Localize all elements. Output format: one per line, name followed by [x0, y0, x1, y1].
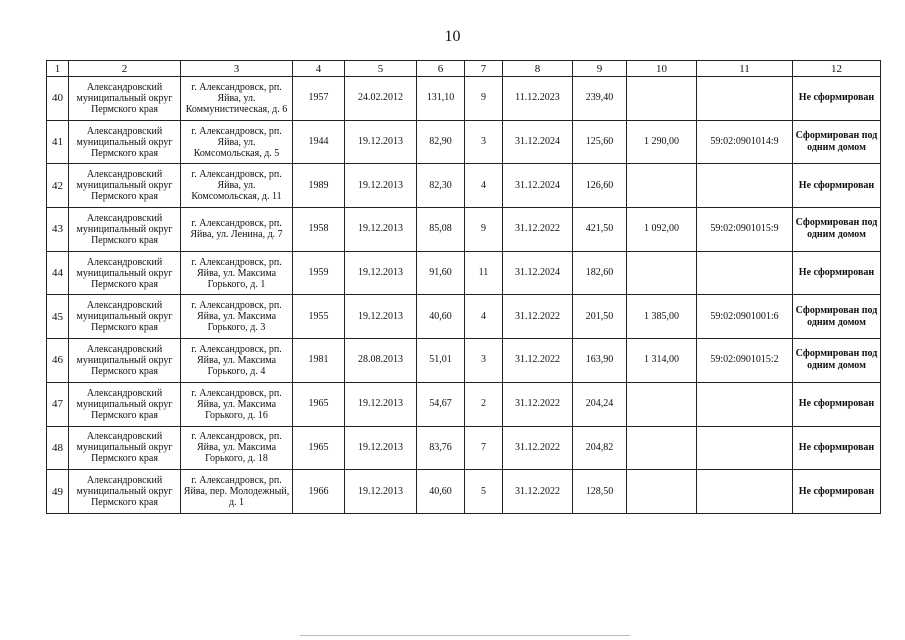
- table-cell-col-6: 82,30: [417, 164, 465, 208]
- table-cell-col-12: Не сформирован: [793, 382, 881, 426]
- table-cell-col-9: 204,24: [573, 382, 627, 426]
- table-row: [47, 470, 881, 514]
- table-cell-col-4: 1955: [293, 295, 345, 339]
- table-cell-col-6: 82,90: [417, 120, 465, 164]
- table-cell-col-3: г. Александровск, рп. Яйва, пер. Молодежный, д. 1: [181, 470, 293, 514]
- table-cell-col-4: 1989: [293, 164, 345, 208]
- table-cell-col-9: 204,82: [573, 426, 627, 470]
- table-cell-col-8: 31.12.2024: [503, 120, 573, 164]
- table-cell-col-12: Сформирован под одним домом: [793, 120, 881, 164]
- table-cell-col-2: Александровский муниципальный округ Пермского края: [69, 382, 181, 426]
- table-row: [47, 120, 881, 164]
- column-header-4: 4: [293, 61, 345, 77]
- column-header-5: 5: [345, 61, 417, 77]
- table-cell-col-2: Александровский муниципальный округ Пермского края: [69, 470, 181, 514]
- table-cell-col-7: 11: [465, 251, 503, 295]
- table-cell-col-2: Александровский муниципальный округ Пермского края: [69, 208, 181, 252]
- table-cell-col-10: 1 314,00: [627, 339, 697, 383]
- table-cell-col-9: 125,60: [573, 120, 627, 164]
- table-cell-col-11: [697, 426, 793, 470]
- table-cell-col-2: Александровский муниципальный округ Пермского края: [69, 251, 181, 295]
- table-cell-col-2: Александровский муниципальный округ Пермского края: [69, 339, 181, 383]
- table-cell-col-11: 59:02:0901015:2: [697, 339, 793, 383]
- table-cell-col-5: 19.12.2013: [345, 164, 417, 208]
- table-cell-col-2: Александровский муниципальный округ Пермского края: [69, 77, 181, 121]
- table-cell-col-11: [697, 382, 793, 426]
- table-cell-col-4: 1958: [293, 208, 345, 252]
- table-cell-col-1: 47: [47, 382, 69, 426]
- table-cell-col-6: 51,01: [417, 339, 465, 383]
- table-cell-col-3: г. Александровск, рп. Яйва, ул. Максима Горького, д. 4: [181, 339, 293, 383]
- table-cell-col-1: 49: [47, 470, 69, 514]
- table-cell-col-8: 31.12.2022: [503, 339, 573, 383]
- table-cell-col-12: Не сформирован: [793, 251, 881, 295]
- table-row: [47, 208, 881, 252]
- table-cell-col-11: [697, 77, 793, 121]
- column-header-6: 6: [417, 61, 465, 77]
- table-cell-col-8: 31.12.2022: [503, 470, 573, 514]
- column-header-9: 9: [573, 61, 627, 77]
- table-cell-col-1: 45: [47, 295, 69, 339]
- table-cell-col-9: 421,50: [573, 208, 627, 252]
- table-cell-col-1: 48: [47, 426, 69, 470]
- table-cell-col-5: 19.12.2013: [345, 295, 417, 339]
- table-cell-col-8: 11.12.2023: [503, 77, 573, 121]
- table-cell-col-10: [627, 470, 697, 514]
- table-row: [47, 382, 881, 426]
- table-cell-col-7: 7: [465, 426, 503, 470]
- table-cell-col-3: г. Александровск, рп. Яйва, ул. Ленина, д. 7: [181, 208, 293, 252]
- table-cell-col-1: 43: [47, 208, 69, 252]
- table-cell-col-1: 42: [47, 164, 69, 208]
- table-cell-col-2: Александровский муниципальный округ Пермского края: [69, 164, 181, 208]
- table-cell-col-10: 1 290,00: [627, 120, 697, 164]
- table-cell-col-9: 128,50: [573, 470, 627, 514]
- table-cell-col-10: 1 385,00: [627, 295, 697, 339]
- table-cell-col-7: 5: [465, 470, 503, 514]
- table-cell-col-7: 3: [465, 120, 503, 164]
- table-cell-col-4: 1959: [293, 251, 345, 295]
- page-number: 10: [444, 28, 461, 45]
- table-cell-col-8: 31.12.2024: [503, 164, 573, 208]
- table-row: [47, 164, 881, 208]
- column-header-7: 7: [465, 61, 503, 77]
- table-cell-col-12: Сформирован под одним домом: [793, 339, 881, 383]
- table-cell-col-9: 182,60: [573, 251, 627, 295]
- table-cell-col-1: 41: [47, 120, 69, 164]
- table-cell-col-2: Александровский муниципальный округ Пермского края: [69, 295, 181, 339]
- column-header-10: 10: [627, 61, 697, 77]
- table-cell-col-10: [627, 382, 697, 426]
- table-cell-col-7: 4: [465, 164, 503, 208]
- table-cell-col-9: 126,60: [573, 164, 627, 208]
- table-cell-col-6: 83,76: [417, 426, 465, 470]
- table-cell-col-5: 19.12.2013: [345, 120, 417, 164]
- table-cell-col-5: 28.08.2013: [345, 339, 417, 383]
- header-row: [47, 61, 881, 77]
- table-cell-col-1: 40: [47, 77, 69, 121]
- table-cell-col-12: Сформирован под одним домом: [793, 295, 881, 339]
- table-cell-col-10: [627, 164, 697, 208]
- table-cell-col-5: 19.12.2013: [345, 208, 417, 252]
- table-cell-col-5: 19.12.2013: [345, 251, 417, 295]
- table-cell-col-10: [627, 426, 697, 470]
- table-cell-col-12: Сформирован под одним домом: [793, 208, 881, 252]
- table-cell-col-8: 31.12.2022: [503, 295, 573, 339]
- table-cell-col-11: [697, 164, 793, 208]
- table-cell-col-11: 59:02:0901001:6: [697, 295, 793, 339]
- table-cell-col-7: 2: [465, 382, 503, 426]
- table-cell-col-1: 44: [47, 251, 69, 295]
- table-cell-col-12: Не сформирован: [793, 77, 881, 121]
- table-cell-col-7: 9: [465, 77, 503, 121]
- table-cell-col-6: 131,10: [417, 77, 465, 121]
- table-cell-col-3: г. Александровск, рп. Яйва, ул. Максима Горького, д. 3: [181, 295, 293, 339]
- table-row: [47, 251, 881, 295]
- column-header-2: 2: [69, 61, 181, 77]
- table-cell-col-5: 24.02.2012: [345, 77, 417, 121]
- table-cell-col-11: 59:02:0901015:9: [697, 208, 793, 252]
- table-cell-col-12: Не сформирован: [793, 164, 881, 208]
- column-header-11: 11: [697, 61, 793, 77]
- table-cell-col-12: Не сформирован: [793, 426, 881, 470]
- table-cell-col-5: 19.12.2013: [345, 382, 417, 426]
- scan-edge-line: [300, 635, 630, 636]
- table-cell-col-4: 1957: [293, 77, 345, 121]
- table-cell-col-10: 1 092,00: [627, 208, 697, 252]
- table-cell-col-12: Не сформирован: [793, 470, 881, 514]
- table-cell-col-10: [627, 77, 697, 121]
- table-cell-col-3: г. Александровск, рп. Яйва, ул. Максима Горького, д. 16: [181, 382, 293, 426]
- table-cell-col-8: 31.12.2022: [503, 382, 573, 426]
- table-cell-col-11: [697, 251, 793, 295]
- table-cell-col-6: 85,08: [417, 208, 465, 252]
- table-cell-col-3: г. Александровск, рп. Яйва, ул. Максима Горького, д. 18: [181, 426, 293, 470]
- table-cell-col-7: 4: [465, 295, 503, 339]
- table-cell-col-11: [697, 470, 793, 514]
- table-cell-col-5: 19.12.2013: [345, 426, 417, 470]
- column-header-3: 3: [181, 61, 293, 77]
- table-cell-col-8: 31.12.2024: [503, 251, 573, 295]
- table-row: [47, 77, 881, 121]
- column-header-1: 1: [47, 61, 69, 77]
- table-cell-col-3: г. Александровск, рп. Яйва, ул. Максима Горького, д. 1: [181, 251, 293, 295]
- table-row: [47, 426, 881, 470]
- table-cell-col-4: 1966: [293, 470, 345, 514]
- table-cell-col-3: г. Александровск, рп. Яйва, ул. Коммунистическая, д. 6: [181, 77, 293, 121]
- table-cell-col-2: Александровский муниципальный округ Пермского края: [69, 426, 181, 470]
- table-cell-col-6: 40,60: [417, 295, 465, 339]
- table-cell-col-9: 239,40: [573, 77, 627, 121]
- table-cell-col-3: г. Александровск, рп. Яйва, ул. Комсомольская, д. 5: [181, 120, 293, 164]
- table-row: [47, 295, 881, 339]
- table-cell-col-3: г. Александровск, рп. Яйва, ул. Комсомольская, д. 11: [181, 164, 293, 208]
- table-cell-col-10: [627, 251, 697, 295]
- table-cell-col-6: 54,67: [417, 382, 465, 426]
- table-cell-col-8: 31.12.2022: [503, 208, 573, 252]
- table-cell-col-9: 201,50: [573, 295, 627, 339]
- table-cell-col-6: 40,60: [417, 470, 465, 514]
- table-cell-col-1: 46: [47, 339, 69, 383]
- housing-table: [46, 60, 881, 514]
- column-header-8: 8: [503, 61, 573, 77]
- table-cell-col-7: 3: [465, 339, 503, 383]
- table-row: [47, 339, 881, 383]
- table-cell-col-5: 19.12.2013: [345, 470, 417, 514]
- column-header-12: 12: [793, 61, 881, 77]
- table-cell-col-4: 1981: [293, 339, 345, 383]
- table-cell-col-9: 163,90: [573, 339, 627, 383]
- table-cell-col-4: 1944: [293, 120, 345, 164]
- table-body: [47, 77, 881, 514]
- table-cell-col-7: 9: [465, 208, 503, 252]
- table-cell-col-2: Александровский муниципальный округ Пермского края: [69, 120, 181, 164]
- table-cell-col-8: 31.12.2022: [503, 426, 573, 470]
- table-cell-col-4: 1965: [293, 382, 345, 426]
- table-cell-col-11: 59:02:0901014:9: [697, 120, 793, 164]
- table-cell-col-6: 91,60: [417, 251, 465, 295]
- table-cell-col-4: 1965: [293, 426, 345, 470]
